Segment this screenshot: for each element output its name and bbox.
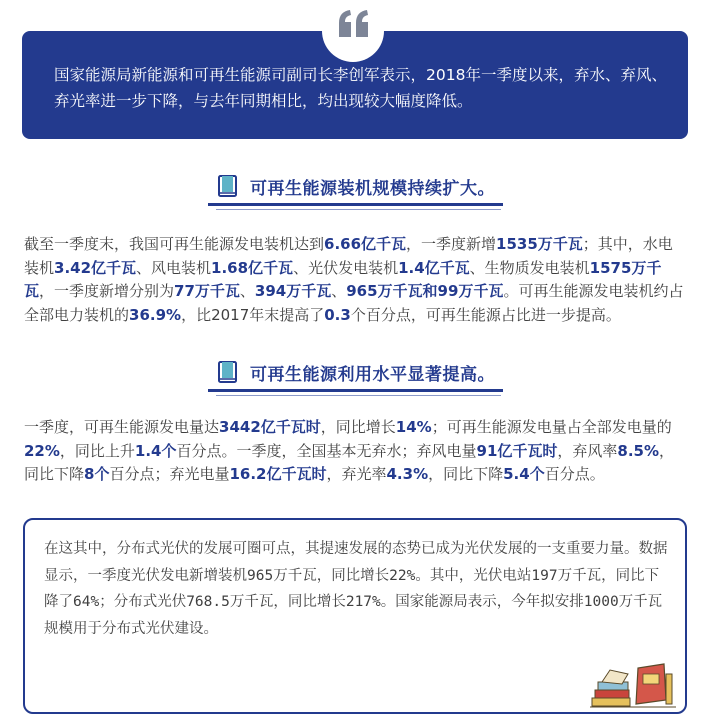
highlight-value: 91亿千瓦时 [476,441,558,460]
paragraph-text: 。可再生能源发电装机约占全部电力装机的 [24,282,684,324]
book-icon [216,174,240,198]
highlight-value: 14% [395,418,432,436]
heading-underline [208,389,503,392]
heading-underline-shadow [216,395,501,396]
quote-mark-icon [337,9,371,39]
section2-paragraph [24,416,684,487]
highlight-value: 16.2亿千瓦时 [229,465,327,483]
paragraph-text: 、光伏发电装机 [293,258,399,277]
note-text: 在这其中，分布式光伏的发展可圈可点，其提速发展的态势已成为光伏发展的一支重要力量。数据显示，一季度光伏发电新增装机965万千瓦，同比增长22%。其中，光伏电站197万千瓦，同比下降了64%；分布式光伏768.5万千瓦，同比增长217%。国家能源局表示，今年拟安排1000万千瓦规模用于分布式光伏建设。 [44,541,668,637]
paragraph-text: ，弃光率 [326,465,387,483]
paragraph-text: 个百分点，可再生能源占比进一步提高。 [350,305,621,324]
highlight-value: 6.66亿千瓦 [324,235,407,253]
paragraph-text: ，同比下降 [428,465,504,483]
highlight-value: 1.4个 [134,441,177,460]
highlight-value: 5.4个 [503,465,545,483]
paragraph-text: ；其中，水电装机 [24,235,673,277]
paragraph-text: ，同比上升 [59,441,135,460]
paragraph-text: 、生物质发电装机 [469,258,590,277]
section1-heading [216,171,495,201]
paragraph-text: ；可再生能源发电量占全部发电量的 [431,418,672,436]
highlight-value: 394万千瓦 [254,282,332,300]
section2-heading-text: 可再生能源利用水平显著提高。 [250,364,495,385]
highlight-value: 1535万千瓦 [496,235,583,253]
heading-underline-shadow [216,209,501,210]
paragraph-text: ，比2017年末提高了 [181,305,325,324]
paragraph-text: ，一季度新增 [406,235,497,253]
highlight-value: 965万千瓦和99万千瓦 [346,282,504,300]
paragraph-text: ，弃风率 [557,441,618,460]
highlight-value: 1575万千瓦 [24,258,662,300]
paragraph-text: 、 [331,282,347,300]
highlight-value: 8.5% [617,441,660,460]
book-icon [216,360,240,384]
highlight-value: 1.68亿千瓦 [211,258,294,277]
paragraph-text: ，同比下降 [24,441,675,483]
highlight-value: 3.42亿千瓦 [54,258,137,277]
intro-quote-text: 国家能源局新能源和可再生能源司副司长李创军表示，2018年一季度以来，弃水、弃风、弃光率进一步下降，与去年同期相比，均出现较大幅度降低。 [54,66,667,110]
heading-underline [208,203,503,206]
paragraph-text: 、风电装机 [136,258,212,277]
section1-heading-text: 可再生能源装机规模持续扩大。 [250,178,495,199]
section2-heading [216,357,495,387]
highlight-value: 8个 [84,465,110,483]
highlight-value: 22% [24,441,60,460]
paragraph-text: 百分点；弃光电量 [109,465,230,483]
paragraph-text: 截至一季度末，我国可再生能源发电装机达到 [24,235,325,253]
highlight-value: 4.3% [386,465,429,483]
highlight-value: 1.4亿千瓦 [398,258,470,277]
highlight-value: 36.9% [129,305,182,324]
highlight-value: 0.3 [324,305,351,324]
paragraph-text: 、 [239,282,255,300]
paragraph-text: 百分点。 [544,465,605,483]
highlight-value: 77万千瓦 [174,282,240,300]
paragraph-text: ，一季度新增分别为 [39,282,175,300]
highlight-value: 3442亿千瓦时 [219,418,321,436]
section1-paragraph [24,233,684,327]
paragraph-text: 一季度，可再生能源发电量达 [24,418,220,436]
paragraph-text: 百分点。一季度，全国基本无弃水；弃风电量 [176,441,477,460]
paragraph-text: ，同比增长 [320,418,396,436]
books-illustration [588,660,678,710]
